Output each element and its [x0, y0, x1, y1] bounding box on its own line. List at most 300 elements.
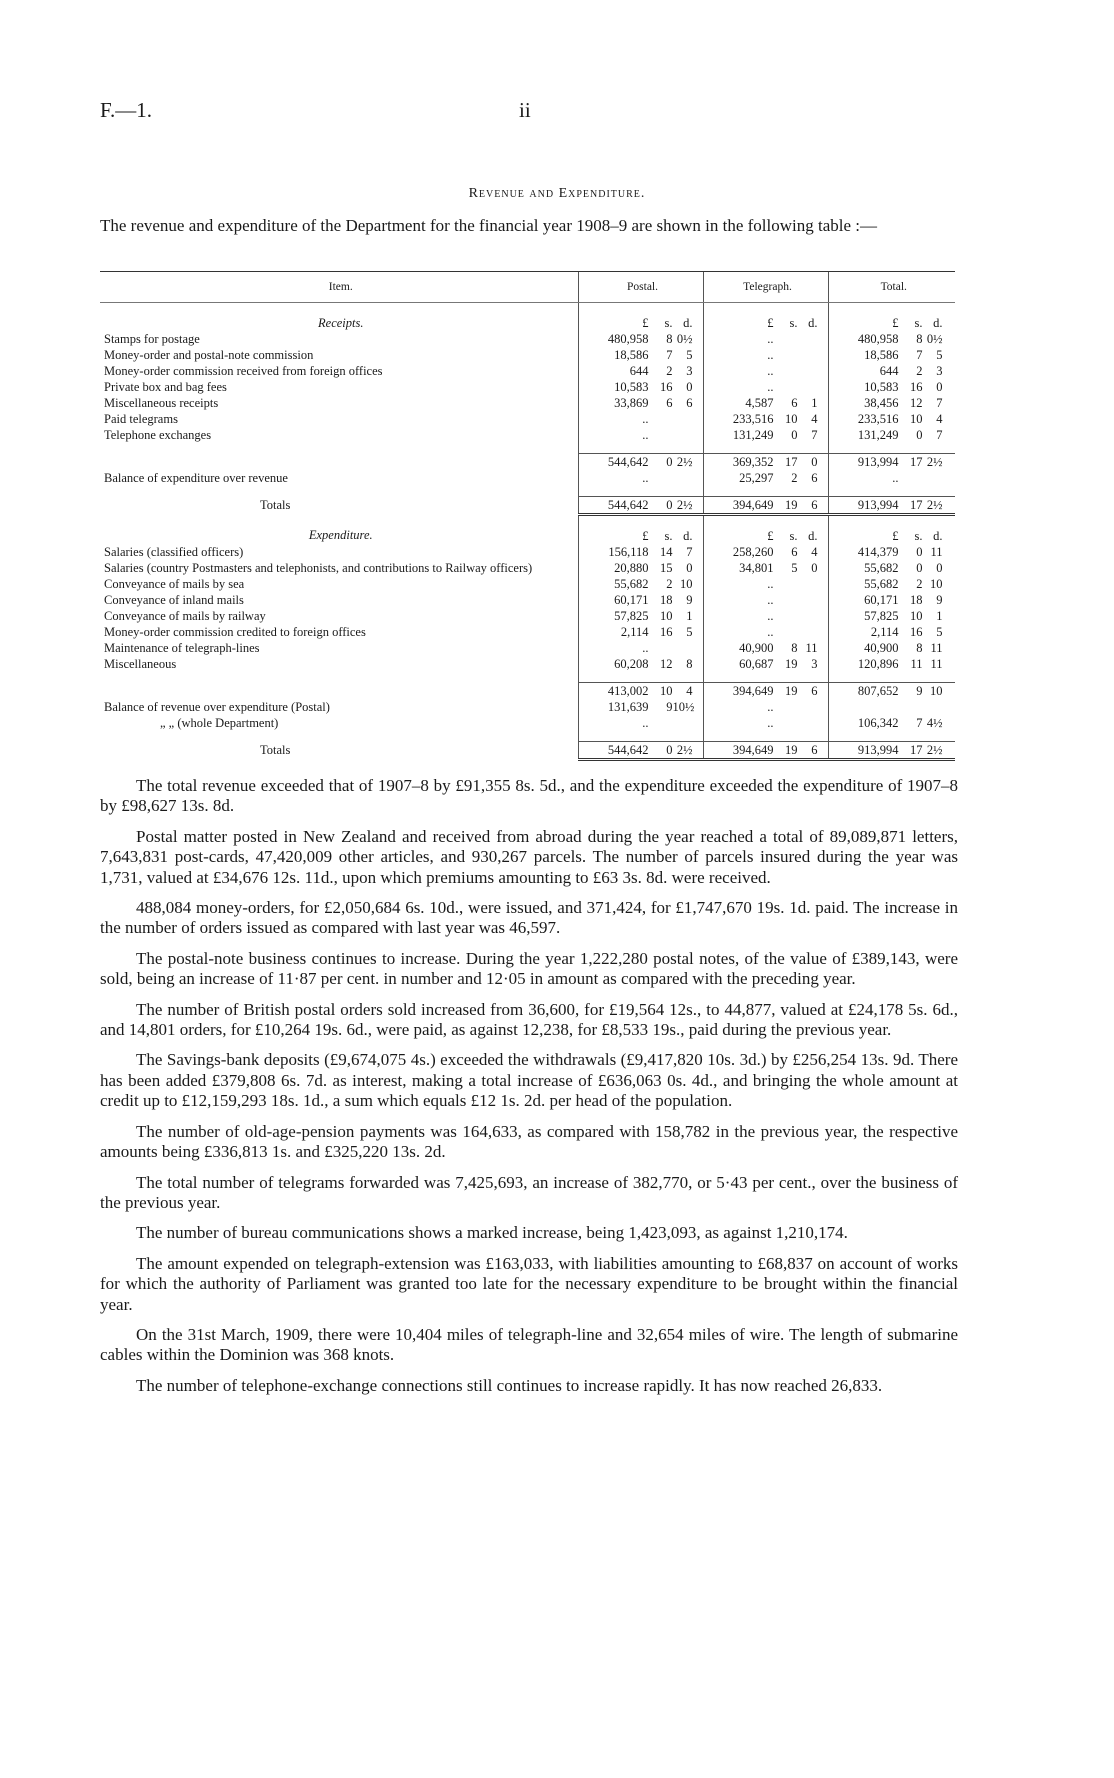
table-row	[100, 347, 955, 363]
amount	[583, 576, 703, 592]
pence-value: 2½	[676, 455, 693, 469]
pounds-value: 394,649	[732, 684, 774, 698]
amount	[708, 454, 828, 470]
pounds-value: £	[892, 316, 899, 330]
pence-value: 2½	[676, 498, 693, 512]
shillings-value: 2	[666, 577, 673, 591]
pounds-value: 10,583	[864, 380, 899, 394]
shillings-value	[899, 470, 923, 486]
total-amount	[828, 715, 955, 731]
shillings-value: 16	[660, 380, 673, 394]
table-row	[100, 544, 955, 560]
pence-value	[798, 347, 818, 363]
postal-amount	[578, 331, 703, 347]
pence-value: 5	[686, 348, 693, 362]
spacer-row	[100, 672, 955, 683]
telegraph-amount	[703, 624, 828, 640]
amount	[583, 427, 703, 443]
amount	[708, 576, 828, 592]
pence-value	[798, 715, 818, 731]
unit-labels-total	[828, 303, 955, 332]
shillings-value: 12	[660, 657, 673, 671]
pence-value: 3	[686, 364, 693, 378]
total-amount	[828, 742, 955, 760]
pence-value: 0	[686, 561, 693, 575]
section-heading: Expenditure.	[308, 527, 373, 542]
pence-value: 11	[805, 641, 818, 655]
pence-value	[673, 470, 693, 486]
pounds-value: 233,516	[732, 412, 774, 426]
amount	[708, 331, 828, 347]
amount	[833, 683, 956, 699]
amount	[708, 528, 828, 544]
shillings-value: 9	[916, 684, 923, 698]
pounds-value: 480,958	[857, 332, 899, 346]
pounds-value: ..	[642, 641, 649, 655]
pence-value: 2½	[926, 498, 943, 512]
amount	[833, 560, 956, 576]
pence-value: d.	[808, 529, 818, 543]
pence-value: 2½	[926, 743, 943, 757]
totals-row	[100, 497, 955, 515]
shillings-value	[774, 592, 798, 608]
shillings-value: 10	[660, 609, 673, 623]
row-label: Totals	[260, 742, 291, 757]
pence-value: 1	[936, 609, 943, 623]
spacer-cell	[703, 486, 828, 497]
telegraph-amount	[703, 592, 828, 608]
postal-amount	[578, 640, 703, 656]
pounds-value: ..	[767, 716, 774, 730]
total-amount	[828, 454, 955, 471]
row-label: Maintenance of telegraph-lines	[104, 641, 260, 655]
pounds-value: ..	[767, 577, 774, 591]
pounds-value: ..	[767, 380, 774, 394]
amount	[583, 640, 703, 656]
table-row	[100, 640, 955, 656]
telegraph-amount	[703, 470, 828, 486]
pence-value: 3	[936, 364, 943, 378]
telegraph-amount	[703, 454, 828, 471]
pence-value: 7	[936, 428, 943, 442]
shillings-value: 5	[791, 561, 798, 575]
total-amount	[828, 640, 955, 656]
subtotal-row	[100, 683, 955, 700]
postal-amount	[578, 742, 703, 760]
amount	[833, 656, 956, 672]
pence-value: 10	[930, 577, 943, 591]
shillings-value: 10	[785, 412, 798, 426]
shillings-value: 2	[916, 577, 923, 591]
revenue-expenditure-table	[100, 271, 955, 761]
pence-value: 11	[930, 641, 943, 655]
telegraph-amount	[703, 656, 828, 672]
unit-labels-postal	[578, 515, 703, 545]
amount	[833, 379, 956, 395]
row-label: Balance of revenue over expenditure (Postal)	[104, 700, 330, 714]
shillings-value: 9	[666, 700, 673, 714]
page-reference: F.—1.	[100, 98, 152, 122]
pence-value: 1	[811, 396, 818, 410]
header-telegraph: Telegraph.	[703, 272, 828, 303]
amount	[708, 592, 828, 608]
amount	[833, 544, 956, 560]
pence-value: 9	[686, 593, 693, 607]
pence-value: 4	[811, 545, 818, 559]
pounds-value: 60,208	[614, 657, 649, 671]
telegraph-amount	[703, 497, 828, 515]
shillings-value: 17	[910, 498, 923, 512]
paragraph: The total revenue exceeded that of 1907–8 by £91,355 8s. 5d., and the expenditure exceeded the expenditure of 1907–8 by £98,627 13s. 8d.	[100, 776, 958, 816]
table-row	[100, 624, 955, 640]
amount	[583, 347, 703, 363]
pounds-value: 25,297	[739, 471, 774, 485]
total-amount	[828, 395, 955, 411]
pounds-value: 18,586	[614, 348, 649, 362]
table-row	[100, 427, 955, 443]
shillings-value: 12	[910, 396, 923, 410]
shillings-value: 8	[916, 641, 923, 655]
postal-amount	[578, 427, 703, 443]
shillings-value: 0	[916, 561, 923, 575]
shillings-value: s.	[914, 529, 923, 543]
shillings-value: s.	[664, 316, 673, 330]
pence-value: 9	[936, 593, 943, 607]
telegraph-amount	[703, 608, 828, 624]
shillings-value: 19	[785, 684, 798, 698]
amount	[583, 742, 703, 758]
shillings-value: 19	[785, 743, 798, 757]
amount	[708, 683, 828, 699]
pounds-value: ..	[767, 364, 774, 378]
amount	[583, 454, 703, 470]
pounds-value: 55,682	[614, 577, 649, 591]
spacer-cell	[703, 443, 828, 454]
pounds-value: £	[767, 316, 774, 330]
amount	[833, 470, 956, 486]
pence-value: 5	[686, 625, 693, 639]
pence-value: 10½	[672, 700, 695, 714]
total-amount	[828, 470, 955, 486]
shillings-value	[774, 715, 798, 731]
pounds-value: 131,249	[732, 428, 774, 442]
shillings-value	[774, 331, 798, 347]
shillings-value: 18	[910, 593, 923, 607]
amount	[833, 592, 956, 608]
pence-value: 0	[936, 380, 943, 394]
amount	[583, 624, 703, 640]
pounds-value: 60,171	[614, 593, 649, 607]
pounds-value: 544,642	[607, 455, 649, 469]
row-label: Conveyance of mails by railway	[104, 609, 266, 623]
pounds-value: 394,649	[732, 498, 774, 512]
page-number: ii	[519, 98, 531, 122]
amount	[833, 411, 956, 427]
pence-value	[798, 624, 818, 640]
amount	[708, 715, 828, 731]
paragraph: Postal matter posted in New Zealand and received from abroad during the year reached a total of 89,089,871 letters, 7,643,831 post-cards, 47,420,009 other articles, and 930,267 parcels. The number of parcels insured during the year was 1,731, valued at £34,676 12s. 11d., upon which premiums amounting to £63 3s. 8d. were received.	[100, 826, 958, 887]
shillings-value: s.	[789, 316, 798, 330]
amount	[583, 363, 703, 379]
total-amount	[828, 411, 955, 427]
pence-value	[798, 608, 818, 624]
pence-value: 0	[686, 380, 693, 394]
report-text	[100, 776, 958, 1406]
spacer-row	[100, 443, 955, 454]
spacer-cell	[578, 443, 703, 454]
row-label: Money-order commission received from foreign offices	[104, 364, 383, 378]
unit-labels-telegraph	[703, 515, 828, 545]
amount	[833, 528, 956, 544]
pounds-value: 38,456	[864, 396, 899, 410]
amount	[708, 497, 828, 513]
paragraph: The number of British postal orders sold increased from 36,600, for £19,564 12s., to 44,877, valued at £24,178 5s. 6d., and 14,801 orders, for £10,264 19s. 6d., were paid, as against 12,238, for £8,533 19s., paid during the previous year.	[100, 999, 958, 1040]
pounds-value: 913,994	[857, 455, 899, 469]
pence-value	[673, 640, 693, 656]
row-label: Salaries (classified officers)	[104, 545, 244, 559]
shillings-value: 10	[910, 609, 923, 623]
shillings-value: 10	[910, 412, 923, 426]
pounds-value: ..	[767, 332, 774, 346]
balance-row	[100, 715, 955, 731]
table-row	[100, 331, 955, 347]
pence-value: 0	[811, 561, 818, 575]
telegraph-amount	[703, 395, 828, 411]
balance-row	[100, 699, 955, 715]
amount	[583, 331, 703, 347]
telegraph-amount	[703, 347, 828, 363]
pounds-value: £	[892, 529, 899, 543]
amount	[708, 742, 828, 758]
postal-amount	[578, 395, 703, 411]
pounds-value: ..	[642, 716, 649, 730]
shillings-value	[649, 427, 673, 443]
shillings-value: 16	[910, 625, 923, 639]
telegraph-amount	[703, 715, 828, 731]
pence-value: 4	[811, 412, 818, 426]
spacer-cell	[703, 731, 828, 742]
amount	[708, 411, 828, 427]
total-amount	[828, 699, 955, 715]
shillings-value: s.	[914, 316, 923, 330]
totals-row	[100, 742, 955, 760]
paragraph: The number of bureau communications shows a marked increase, being 1,423,093, as against 1,210,174.	[136, 1223, 848, 1243]
pounds-value: £	[642, 316, 649, 330]
pounds-value: 394,649	[732, 743, 774, 757]
shillings-value: 8	[791, 641, 798, 655]
shillings-value	[774, 347, 798, 363]
shillings-value: 18	[660, 593, 673, 607]
pounds-value: 913,994	[857, 498, 899, 512]
shillings-value: 15	[660, 561, 673, 575]
postal-amount	[578, 624, 703, 640]
amount	[708, 544, 828, 560]
amount	[583, 470, 703, 486]
amount	[708, 608, 828, 624]
pounds-value: 10,583	[614, 380, 649, 394]
pounds-value: 57,825	[864, 609, 899, 623]
pounds-value: ..	[767, 609, 774, 623]
amount	[583, 699, 703, 715]
postal-amount	[578, 470, 703, 486]
total-amount	[828, 656, 955, 672]
pence-value	[798, 363, 818, 379]
amount	[583, 544, 703, 560]
total-amount	[828, 544, 955, 560]
row-label: Salaries (country Postmasters and telephonists, and contributions to Railway officers)	[104, 561, 533, 575]
postal-amount	[578, 715, 703, 731]
row-label: „ „ (whole Department)	[160, 716, 279, 730]
shillings-value: 16	[910, 380, 923, 394]
shillings-value: s.	[664, 529, 673, 543]
spacer-cell	[578, 731, 703, 742]
shillings-value	[774, 576, 798, 592]
table-row	[100, 379, 955, 395]
total-amount	[828, 624, 955, 640]
shillings-value: 0	[916, 428, 923, 442]
amount	[708, 347, 828, 363]
row-label: Miscellaneous	[104, 657, 177, 671]
pounds-value: ..	[642, 471, 649, 485]
row-label: Miscellaneous receipts	[104, 396, 219, 410]
paragraph: The number of old-age-pension payments was 164,633, as compared with 158,782 in the previous year, the respective amounts being £336,813 1s. and £325,220 13s. 2d.	[100, 1121, 958, 1162]
amount	[583, 683, 703, 699]
shillings-value: 8	[916, 332, 923, 346]
header-item: Item.	[100, 272, 578, 303]
amount	[708, 315, 828, 331]
shillings-value	[649, 715, 673, 731]
amount	[833, 363, 956, 379]
spacer-cell	[703, 672, 828, 683]
section-title: Revenue and Expenditure.	[468, 186, 646, 201]
pence-value: 6	[811, 684, 818, 698]
pounds-value: ..	[767, 700, 774, 714]
pence-value: 6	[686, 396, 693, 410]
spacer-cell	[578, 486, 703, 497]
table-row	[100, 395, 955, 411]
pence-value: 8	[686, 657, 693, 671]
pence-value: d.	[683, 316, 693, 330]
total-amount	[828, 427, 955, 443]
pounds-value: 156,118	[608, 545, 649, 559]
shillings-value: 14	[660, 545, 673, 559]
pounds-value: ..	[892, 471, 899, 485]
pounds-value: 106,342	[857, 716, 899, 730]
pence-value	[798, 379, 818, 395]
amount	[708, 624, 828, 640]
postal-amount	[578, 699, 703, 715]
table-row	[100, 411, 955, 427]
spacer-cell	[828, 672, 955, 683]
pounds-value: 120,896	[857, 657, 899, 671]
telegraph-amount	[703, 331, 828, 347]
shillings-value	[649, 470, 673, 486]
shillings-value: 6	[666, 396, 673, 410]
pounds-value: 33,869	[614, 396, 649, 410]
postal-amount	[578, 683, 703, 700]
telegraph-amount	[703, 379, 828, 395]
table-row	[100, 363, 955, 379]
postal-amount	[578, 544, 703, 560]
shillings-value	[649, 640, 673, 656]
postal-amount	[578, 656, 703, 672]
pence-value: 4	[936, 412, 943, 426]
shillings-value: 0	[666, 498, 673, 512]
amount	[583, 395, 703, 411]
pence-value: 1	[686, 609, 693, 623]
amount	[833, 624, 956, 640]
spacer-cell	[100, 443, 578, 454]
pence-value	[923, 470, 943, 486]
pounds-value: 20,880	[614, 561, 649, 575]
postal-amount	[578, 379, 703, 395]
shillings-value: 16	[660, 625, 673, 639]
telegraph-amount	[703, 683, 828, 700]
spacer-cell	[828, 731, 955, 742]
pounds-value: 913,994	[857, 743, 899, 757]
pence-value	[673, 411, 693, 427]
pounds-value: £	[642, 529, 649, 543]
shillings-value	[774, 624, 798, 640]
shillings-value: 7	[666, 348, 673, 362]
paragraph: The Savings-bank deposits (£9,674,075 4s.) exceeded the withdrawals (£9,417,820 10s. 3d.) by £256,254 13s. 9d. There has been added £379,808 6s. 7d. as interest, making a total increase of £636,063 0s. 4d., and bringing the whole amount at credit up to £12,159,293 18s. 1d., a sum which equals £12 1s. 2d. per head of the population.	[100, 1050, 958, 1111]
pounds-value: £	[767, 529, 774, 543]
pounds-value: 55,682	[864, 561, 899, 575]
postal-amount	[578, 497, 703, 515]
postal-amount	[578, 592, 703, 608]
pounds-value: 233,516	[857, 412, 899, 426]
pence-value: 0½	[926, 332, 943, 346]
paragraph: The number of telephone-exchange connections still continues to increase rapidly. It has now reached 26,833.	[136, 1375, 883, 1395]
spacer-cell	[578, 672, 703, 683]
paragraph: The total number of telegrams forwarded was 7,425,693, an increase of 382,770, or 5·43 per cent., over the business of the previous year.	[100, 1172, 958, 1212]
pounds-value: 34,801	[739, 561, 774, 575]
balance-row	[100, 470, 955, 486]
pence-value: 0	[811, 455, 818, 469]
amount	[833, 742, 956, 758]
total-amount	[828, 608, 955, 624]
pence-value: 6	[811, 743, 818, 757]
amount	[833, 347, 956, 363]
unit-labels-telegraph	[703, 303, 828, 332]
paragraph: 488,084 money-orders, for £2,050,684 6s. 10d., were issued, and 371,424, for £1,747,670 19s. 1d. paid. The increase in the number of orders issued as compared with last year was 46,597.	[100, 898, 958, 938]
table-row	[100, 656, 955, 672]
telegraph-amount	[703, 560, 828, 576]
section-heading-row	[100, 303, 955, 332]
postal-amount	[578, 454, 703, 471]
table-header-row	[100, 272, 955, 303]
row-label: Private box and bag fees	[104, 380, 227, 394]
amount	[833, 497, 956, 513]
total-amount	[828, 560, 955, 576]
spacer-cell	[100, 672, 578, 683]
pounds-value: 2,114	[620, 625, 649, 639]
pounds-value: 369,352	[732, 455, 774, 469]
pence-value	[798, 331, 818, 347]
row-label	[100, 454, 578, 471]
shillings-value: 19	[785, 498, 798, 512]
telegraph-amount	[703, 427, 828, 443]
total-amount	[828, 576, 955, 592]
pence-value: 6	[811, 498, 818, 512]
pence-value: 10	[680, 577, 693, 591]
total-amount	[828, 347, 955, 363]
unit-labels-postal	[578, 303, 703, 332]
section-heading-row	[100, 515, 955, 545]
row-label: Conveyance of mails by sea	[104, 577, 245, 591]
telegraph-amount	[703, 699, 828, 715]
shillings-value: 6	[791, 396, 798, 410]
